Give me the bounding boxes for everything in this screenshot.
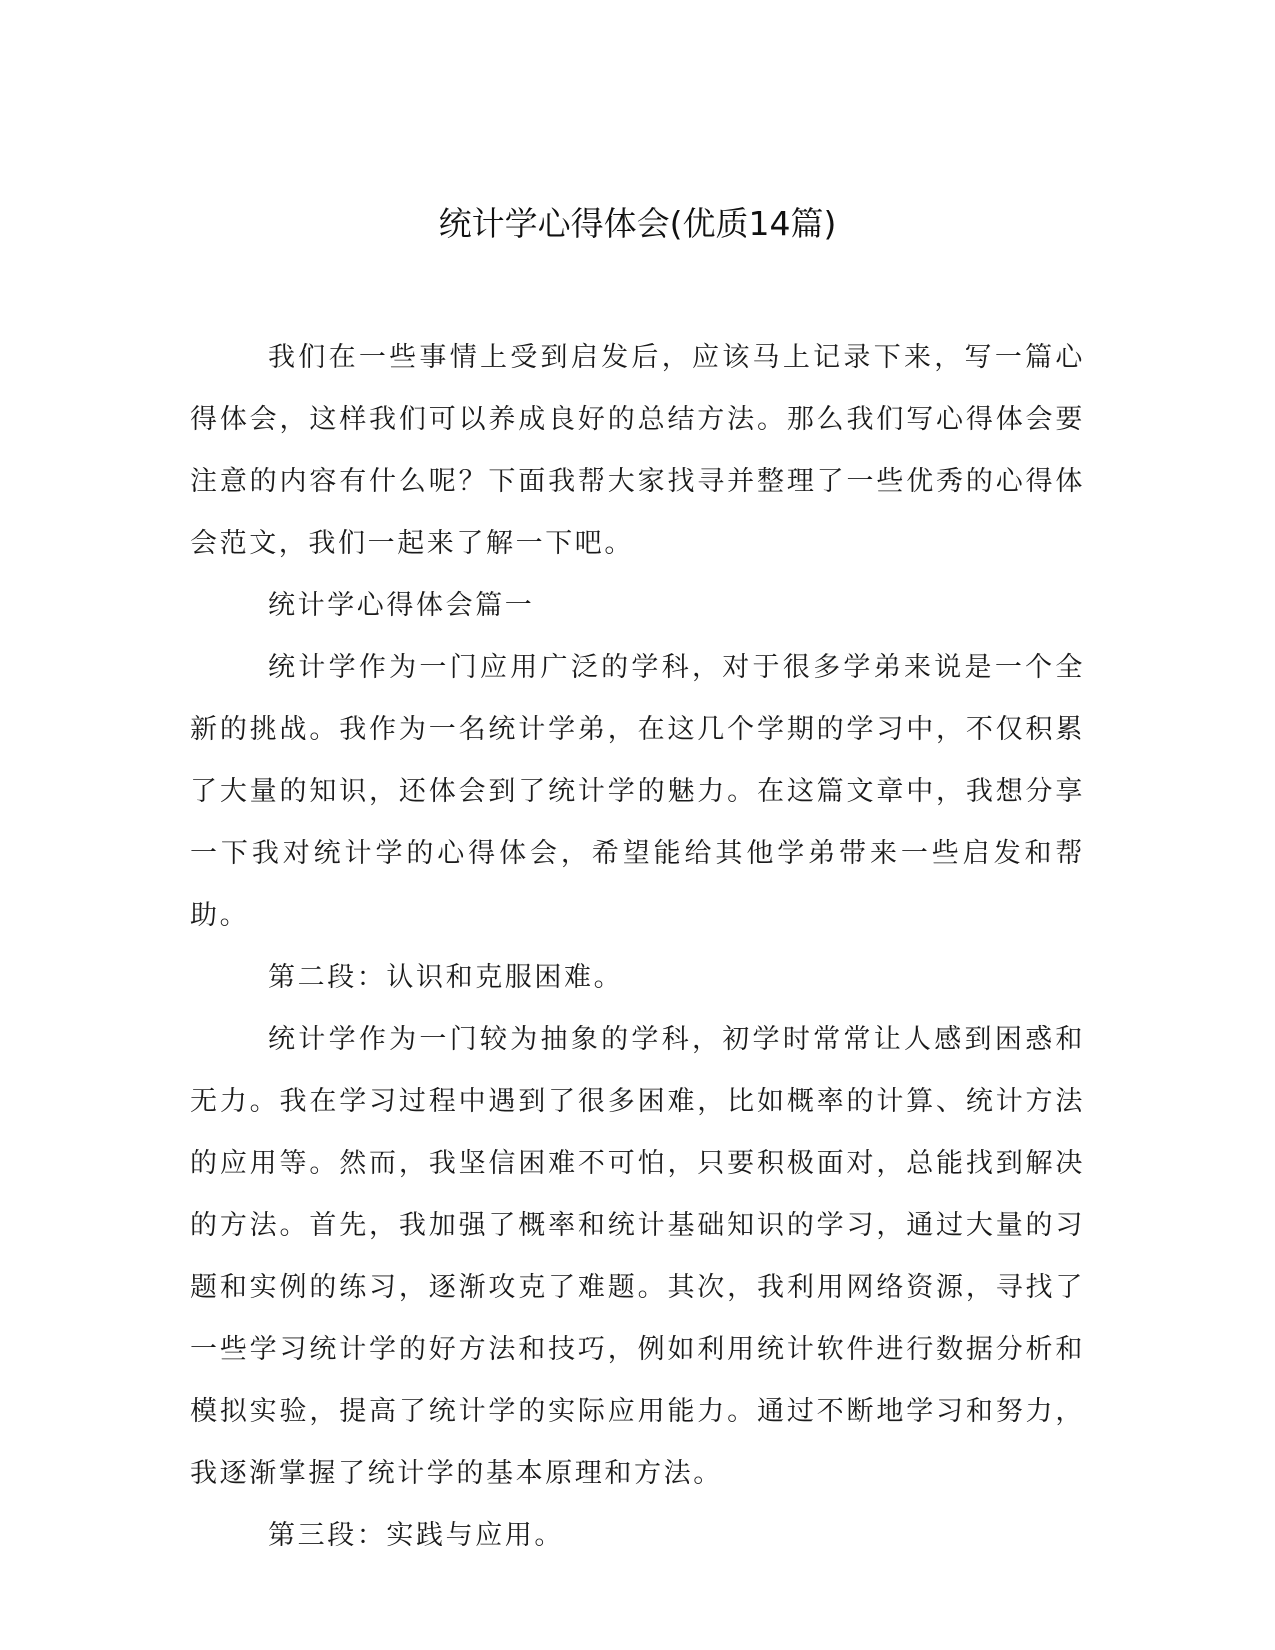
section-heading-third: 第三段：实践与应用。 [268, 1520, 564, 1551]
intro-paragraph: 我们在一些事情上受到启发后，应该马上记录下来，写一篇心得体会，这样我们可以养成良好的总结方法。那么我们写心得体会要注意的内容有什么呢？下面我帮大家找寻并整理了一些优秀的心得体会范文，我们一起来了解一下吧。 [190, 342, 1085, 559]
document-title: 统计学心得体会(优质14篇) [438, 204, 837, 243]
section-heading-part-one: 统计学心得体会篇一 [268, 590, 535, 621]
document-body [190, 327, 1085, 1567]
body-paragraph: 统计学作为一门应用广泛的学科，对于很多学弟来说是一个全新的挑战。我作为一名统计学弟，在这几个学期的学习中，不仅积累了大量的知识，还体会到了统计学的魅力。在这篇文章中，我想分享一下我对统计学的心得体会，希望能给其他学弟带来一些启发和帮助。 [190, 652, 1085, 931]
body-paragraph: 统计学作为一门较为抽象的学科，初学时常常让人感到困惑和无力。我在学习过程中遇到了很多困难，比如概率的计算、统计方法的应用等。然而，我坚信困难不可怕，只要积极面对，总能找到解决的方法。首先，我加强了概率和统计基础知识的学习，通过大量的习题和实例的练习，逐渐攻克了难题。其次，我利用网络资源，寻找了一些学习统计学的好方法和技巧，例如利用统计软件进行数据分析和模拟实验，提高了统计学的实际应用能力。通过不断地学习和努力，我逐渐掌握了统计学的基本原理和方法。 [190, 1024, 1085, 1489]
section-heading-second: 第二段：认识和克服困难。 [268, 962, 624, 993]
